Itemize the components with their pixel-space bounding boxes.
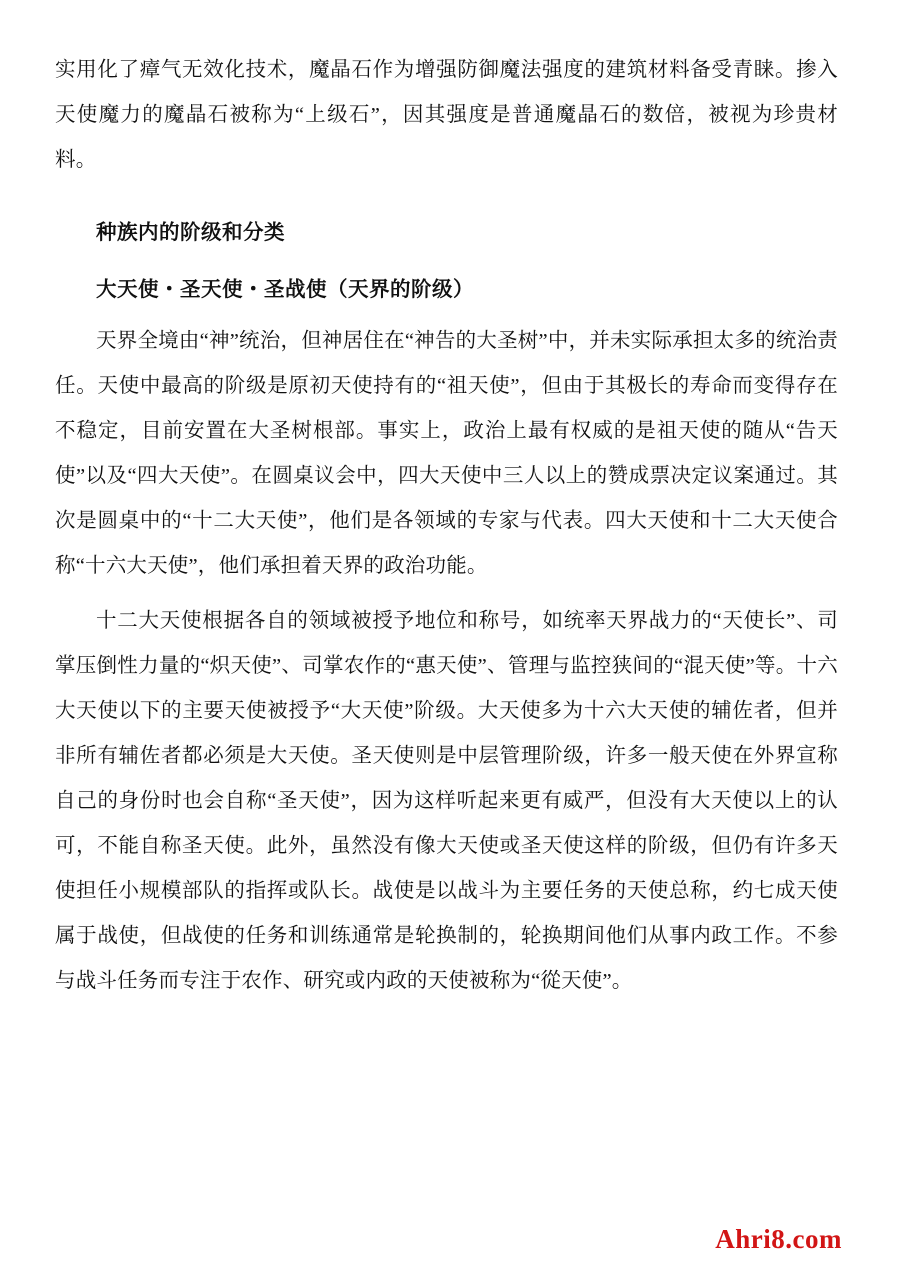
paragraph-spacer xyxy=(55,591,838,599)
paragraph-intro: 实用化了瘴气无效化技术，魔晶石作为增强防御魔法强度的建筑材料备受青睐。掺入天使魔力的魔晶石被称为“上级石”，因其强度是普通魔晶石的数倍，被视为珍贵材料。 xyxy=(55,59,838,171)
section-subheading: 大天使・圣天使・圣战使（天界的阶级） xyxy=(96,279,474,301)
section-spacer xyxy=(55,185,838,193)
paragraph-twelve-archangels: 十二大天使根据各自的领域被授予地位和称号，如统率天界战力的“天使长”、司掌压倒性力量的“炽天使”、司掌农作的“惠天使”、管理与监控狭间的“混天使”等。十六大天使以下的主要天使被授予“大天使”阶级。大天使多为十六大天使的辅佐者，但并非所有辅佐者都必须是大天使。圣天使则是中层管理阶级，许多一般天使在外界宣称自己的身份时也会自称“圣天使”，因为这样听起来更有威严，但没有大天使以上的认可，不能自称圣天使。此外，虽然没有像大天使或圣天使这样的阶级，但仍有许多天使担任小规模部队的指挥或队长。战使是以战斗为主要任务的天使总称，约七成天使属于战使，但战使的任务和训练通常是轮换制的，轮换期间他们从事内政工作。不参与战斗任务而专注于农作、研究或内政的天使被称为“從天使”。 xyxy=(55,610,838,992)
paragraph-heavenly-ranks: 天界全境由“神”统治，但神居住在“神告的大圣树”中，并未实际承担太多的统治责任。天使中最高的阶级是原初天使持有的“祖天使”，但由于其极长的寿命而变得存在不稳定，目前安置在大圣树根部。事实上，政治上最有权威的是祖天使的随从“告天使”以及“四大天使”。在圆桌议会中，四大天使中三人以上的赞成票决定议案通过。其次是圆桌中的“十二大天使”，他们是各领域的专家与代表。四大天使和十二大天使合称“十六大天使”，他们承担着天界的政治功能。 xyxy=(55,330,838,577)
section-heading: 种族内的阶级和分类 xyxy=(96,222,285,244)
watermark-text: Ahri8.com xyxy=(715,1224,842,1254)
